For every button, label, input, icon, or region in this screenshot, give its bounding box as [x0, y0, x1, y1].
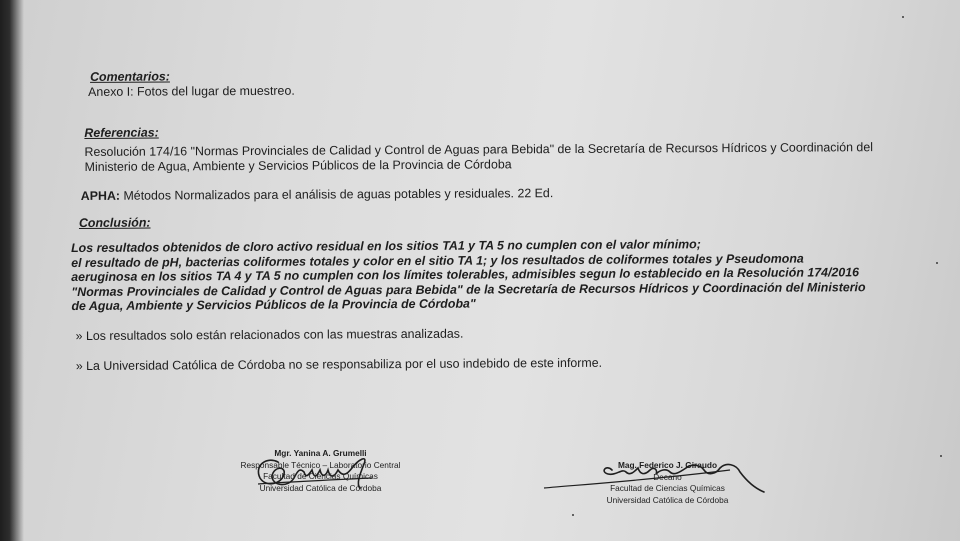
- conclusion-line: de Agua, Ambiente y Servicios Públicos de la Provincia de Córdoba": [71, 296, 476, 314]
- signer-name: Mag. Federico J. Giraudo: [617, 460, 718, 470]
- signer-university: Universidad Católica de Córdoba: [259, 482, 382, 493]
- comentarios-heading: Comentarios:: [89, 69, 170, 84]
- anexo-text: Anexo I: Fotos del lugar de muestreo.: [88, 83, 295, 99]
- referencias-line: Ministerio de Agua, Ambiente y Servicios Públicos de la Provincia de Córdoba: [84, 157, 512, 174]
- paper-speck: [936, 262, 938, 264]
- conclusion-line: aeruginosa en los sitios TA 4 y TA 5 no cumplen con los límites tolerables, admisibles segun lo establecido en la Resolución 174/2016: [71, 265, 860, 285]
- note-results: » Los resultados solo están relacionados con las muestras analizadas.: [75, 326, 464, 343]
- paper-speck: [572, 514, 574, 516]
- paper-speck: [902, 16, 904, 18]
- signer-faculty: Facultad de Ciencias Químicas: [610, 483, 725, 494]
- apha-label: APHA:: [80, 188, 121, 203]
- note-disclaimer: » La Universidad Católica de Córdoba no se responsabiliza por el uso indebido de este informe.: [75, 355, 603, 373]
- conclusion-line: el resultado de pH, bacterias coliformes totales y color en el sitio TA 1; y los resultados de coliformes totales y Pseudomona: [71, 251, 804, 270]
- signer-name: Mgr. Yanina A. Grumelli: [274, 448, 367, 458]
- signer-role: Decano: [653, 471, 682, 482]
- signer-faculty: Facultad de Ciencias Químicas: [263, 471, 378, 482]
- referencias-line: Resolución 174/16 "Normas Provinciales de Calidad y Control de Aguas para Bebida" de la Secretaría de Recursos Hídricos y Coordinación del: [84, 140, 873, 159]
- conclusion-line: "Normas Provinciales de Calidad y Control de Aguas para Bebida" de la Secretaría de Recursos Hídricos y Coordinación del Ministerio: [71, 279, 866, 299]
- apha-reference: [81, 184, 924, 204]
- signature-block-left: [218, 448, 423, 494]
- conclusion-text: [71, 236, 921, 314]
- signature-block-right: [560, 460, 775, 506]
- apha-text: Métodos Normalizados para el análisis de aguas potables y residuales. 22 Ed.: [119, 186, 554, 203]
- report-body: [71, 65, 925, 374]
- paper-speck: [940, 455, 942, 457]
- conclusion-line: Los resultados obtenidos de cloro activo residual en los sitios TA1 y TA 5 no cumplen con el valor mínimo;: [71, 237, 701, 256]
- referencias-heading: Referencias:: [84, 125, 159, 140]
- conclusion-heading: Conclusión:: [78, 215, 151, 230]
- signer-university: Universidad Católica de Córdoba: [606, 494, 729, 505]
- referencias-text: [84, 140, 914, 175]
- signer-role: Responsable Técnico – Laboratorio Central: [240, 459, 401, 470]
